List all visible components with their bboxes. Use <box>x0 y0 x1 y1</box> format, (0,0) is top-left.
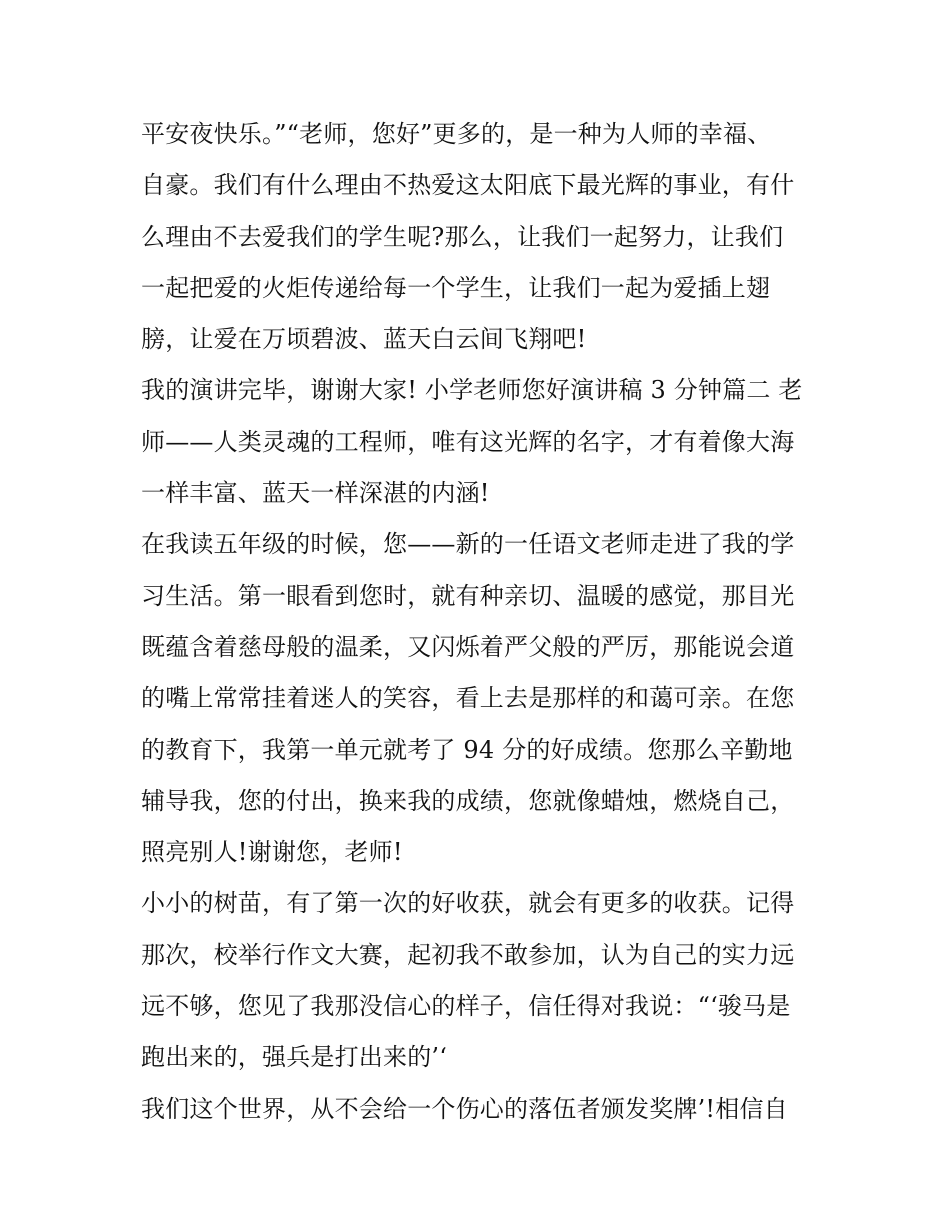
text-line: 膀，让爱在万顷碧波、蓝天白云间飞翔吧! <box>141 325 587 354</box>
text-line: 一样丰富、蓝天一样深湛的内涵! <box>141 479 490 508</box>
text-line: 小小的树苗，有了第一次的好收获，就会有更多的收获。记得 <box>141 889 795 918</box>
text-line: 在我读五年级的时候，您——新的一任语文老师走进了我的学 <box>141 530 795 559</box>
text-line: 的教育下，我第一单元就考了 94 分的好成绩。您那么辛勤地 <box>141 735 793 764</box>
text-line: 一起把爱的火炬传递给每一个学生，让我们一起为爱插上翅 <box>141 273 771 302</box>
text-line: 辅导我，您的付出，换来我的成绩，您就像蜡烛，燃烧自己， <box>141 786 795 815</box>
text-line: 自豪。我们有什么理由不热爱这太阳底下最光辉的事业，有什 <box>141 171 795 200</box>
text-line: 跑出来的，强兵是打出来的’‘ <box>141 1043 448 1072</box>
text-line: 远不够，您见了我那没信心的样子，信任得对我说：“‘骏马是 <box>141 992 791 1021</box>
text-line: 平安夜快乐。”“老师，您好”更多的，是一种为人师的幸福、 <box>141 120 772 148</box>
text-line: 么理由不去爱我们的学生呢?那么，让我们一起努力，让我们 <box>141 222 784 251</box>
text-line: 习生活。第一眼看到您时，就有种亲切、温暖的感觉，那目光 <box>141 581 795 610</box>
text-line: 我们这个世界，从不会给一个伤心的落伍者颁发奖牌’!相信自 <box>141 1094 788 1123</box>
text-line: 那次，校举行作文大赛，起初我不敢参加，认为自己的实力远 <box>141 940 795 969</box>
text-line: 既蕴含着慈母般的温柔，又闪烁着严父般的严厉，那能说会道 <box>141 632 795 661</box>
text-line: 照亮别人!谢谢您，老师! <box>141 838 403 867</box>
text-line: 我的演讲完毕，谢谢大家! 小学老师您好演讲稿 3 分钟篇二 老 <box>141 376 803 405</box>
text-line: 师——人类灵魂的工程师，唯有这光辉的名字，才有着像大海 <box>141 427 795 456</box>
body-text <box>141 109 821 1135</box>
text-line: 的嘴上常常挂着迷人的笑容，看上去是那样的和蔼可亲。在您 <box>141 684 795 713</box>
